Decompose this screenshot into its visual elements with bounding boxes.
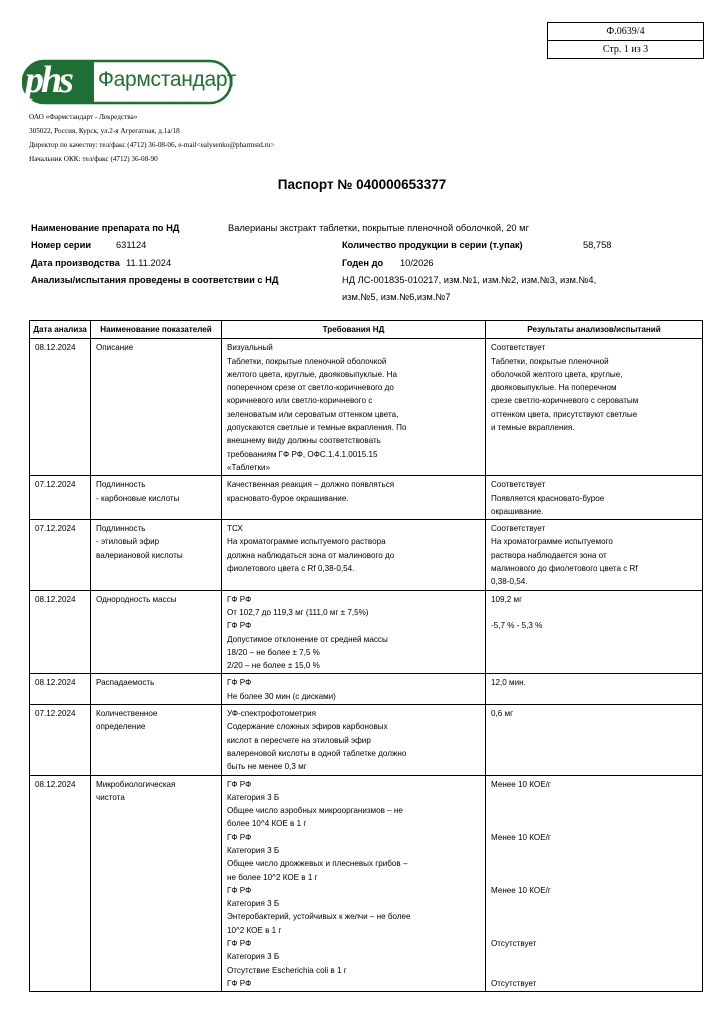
expiry-label: Годен до	[342, 258, 384, 268]
cell-requirements-line: зеленоватым или сероватым оттенком цвета,	[227, 409, 399, 419]
cell-requirements-line: Допустимое отклонение от средней массы	[227, 634, 388, 644]
cell-requirements-line: Категория 3 Б	[227, 845, 280, 855]
cell-indicator	[91, 476, 222, 520]
cell-requirements-line: 10^2 КОЕ в 1 г	[227, 925, 282, 935]
cell-requirements-line: ГФ РФ	[227, 832, 252, 842]
cell-results-line: Появляется красновато-бурое	[491, 493, 605, 503]
cell-results-line	[491, 924, 698, 937]
cell-requirements-line: Отсутствие Escherichia coli в 1 г	[227, 965, 347, 975]
series-label: Номер серии	[31, 240, 92, 250]
cell-date: 07.12.2024	[30, 476, 91, 520]
cell-indicator-line: - этиловый эфир	[96, 537, 160, 547]
cell-requirements-line: ГФ РФ	[227, 779, 252, 789]
cell-indicator-line: валериановой кислоты	[96, 550, 183, 560]
cell-date: 08.12.2024	[30, 339, 91, 476]
cell-results-line: малинового до фиолетового цвета с Rf	[491, 564, 638, 574]
drug-value: Валерианы экстракт таблетки, покрытые пленочной оболочкой, 20 мг	[228, 223, 529, 233]
cell-indicator	[91, 590, 222, 674]
cell-requirements-line: допускаются светлые и темные вкрапления. По	[227, 423, 407, 433]
quantity-label: Количество продукции в серии (т.упак)	[342, 240, 523, 250]
cell-results-line: Менее 10 КОЕ/г	[491, 832, 551, 842]
cell-requirements-line: ГФ РФ	[227, 978, 252, 988]
quantity-value: 58,758	[583, 240, 612, 250]
cell-indicator	[91, 674, 222, 705]
cell-results	[486, 590, 703, 674]
cell-requirements-line: УФ-спектрофотометрия	[227, 709, 317, 719]
cell-results-line	[491, 910, 698, 923]
company-info	[29, 110, 275, 166]
cell-requirements-line: Качественная реакция – должно появляться	[227, 480, 395, 490]
cell-results-line: двояковыпуклые. На поперечном	[491, 383, 617, 393]
company-line: Начальник ОКК: тел/факс (4712) 36-08-90	[29, 155, 158, 163]
cell-date: 08.12.2024	[30, 674, 91, 705]
cell-date: 08.12.2024	[30, 590, 91, 674]
cell-results-line	[491, 606, 698, 619]
cell-requirements	[222, 775, 486, 992]
cell-indicator-line: чистота	[96, 792, 125, 802]
cell-indicator	[91, 775, 222, 992]
cell-requirements-line: «Таблетки»	[227, 462, 271, 472]
cell-date: 07.12.2024	[30, 520, 91, 590]
cell-requirements-line: ГФ РФ	[227, 594, 252, 604]
cell-requirements-line: красновато-бурое окрашивание.	[227, 493, 349, 503]
cell-indicator-line: Распадаемость	[96, 678, 155, 688]
cell-results-line: На хроматограмме испытуемого	[491, 537, 613, 547]
cell-requirements-line: не более 10^2 КОЕ в 1 г	[227, 872, 318, 882]
cell-requirements-line: ГФ РФ	[227, 678, 252, 688]
cell-results-line: Менее 10 КОЕ/г	[491, 779, 551, 789]
cell-results	[486, 339, 703, 476]
cell-requirements-line: кислот в пересчете на этиловый эфир	[227, 735, 371, 745]
cell-results-line	[491, 964, 698, 977]
document-title: Паспорт № 040000653377	[277, 177, 447, 192]
cell-results-line	[491, 871, 698, 884]
cell-indicator	[91, 520, 222, 590]
cell-requirements-line: должна наблюдаться зона от малинового до	[227, 550, 395, 560]
cell-results-line: Таблетки, покрытые пленочной	[491, 356, 609, 366]
cell-requirements-line: Содержание сложных эфиров карбоновых	[227, 722, 388, 732]
table-row	[30, 520, 703, 590]
cell-results	[486, 476, 703, 520]
company-line: 305022, Россия, Курск, ул.2-я Агрегатная, д.1а/18	[29, 127, 180, 135]
cell-requirements-line: внешнему виду должны соответствовать	[227, 436, 381, 446]
cell-results-line	[491, 817, 698, 830]
cell-requirements-line: 2/20 – не более ± 15,0 %	[227, 661, 320, 671]
tests-value-line1: НД ЛС-001835-010217, изм.№1, изм.№2, изм.№3, изм.№4,	[342, 275, 597, 285]
cell-requirements	[222, 339, 486, 476]
drug-label: Наименование препарата по НД	[31, 223, 180, 233]
cell-results-line: Менее 10 КОЕ/г	[491, 885, 551, 895]
header-results: Результаты анализов/испытаний	[486, 321, 703, 339]
tests-value-line2: изм.№5, изм.№6,изм.№7	[342, 292, 451, 302]
cell-results-line: окрашивание.	[491, 506, 544, 516]
table-row	[30, 476, 703, 520]
cell-results-line: Соответствует	[491, 343, 546, 353]
form-code-box	[547, 22, 704, 59]
cell-results-line: оттенком цвета, присутствуют светлые	[491, 409, 638, 419]
cell-requirements-line: От 102,7 до 119,3 мг (111,0 мг ± 7,5%)	[227, 607, 369, 617]
cell-requirements-line: требованиям ГФ РФ, ОФС.1.4.1.0015.15	[227, 449, 378, 459]
cell-requirements-line: коричневого или светло-коричневого с	[227, 396, 373, 406]
cell-requirements-line: Категория 3 Б	[227, 952, 280, 962]
cell-date: 08.12.2024	[30, 775, 91, 992]
cell-indicator-line: - карбоновые кислоты	[96, 493, 180, 503]
cell-requirements-line: Общее число аэробных микроорганизмов – не	[227, 806, 403, 816]
cell-requirements-line: желтого цвета, круглые, двояковыпуклые. На	[227, 369, 398, 379]
cell-results	[486, 520, 703, 590]
cell-results-line: оболочкой желтого цвета, круглые,	[491, 369, 623, 379]
cell-requirements-line: Общее число дрожжевых и плесневых грибов –	[227, 859, 408, 869]
table-row	[30, 339, 703, 476]
header-requirements: Требования НД	[222, 321, 486, 339]
cell-indicator-line: Описание	[96, 343, 134, 353]
cell-results-line: и темные вкрапления.	[491, 423, 575, 433]
cell-requirements-line: ГФ РФ	[227, 939, 252, 949]
cell-requirements-line: Не более 30 мин (с дисками)	[227, 691, 336, 701]
table-header-row	[30, 321, 703, 339]
cell-requirements-line: Визуальный	[227, 343, 273, 353]
cell-results-line: 0,38-0,54.	[491, 577, 528, 587]
header-date: Дата анализа	[30, 321, 91, 339]
cell-results-line	[491, 844, 698, 857]
cell-results-line: 109,2 мг	[491, 594, 523, 604]
cell-results-line	[491, 950, 698, 963]
results-table	[29, 320, 703, 992]
cell-requirements	[222, 476, 486, 520]
company-line: Директор по качеству: тел/факс (4712) 36-08-06, e-mail<ealysenko@pharmstd.ru>	[29, 141, 275, 149]
cell-indicator	[91, 705, 222, 775]
cell-results-line: 12,0 мин.	[491, 678, 526, 688]
cell-indicator-line: Однородность массы	[96, 594, 177, 604]
cell-requirements-line: Категория 3 Б	[227, 792, 280, 802]
table-row	[30, 674, 703, 705]
table-row	[30, 590, 703, 674]
cell-indicator-line: определение	[96, 722, 146, 732]
cell-indicator-line: Подлинность	[96, 480, 146, 490]
cell-results-line: Отсутствует	[491, 939, 537, 949]
cell-indicator-line: Микробиологическая	[96, 779, 176, 789]
cell-indicator-line: Подлинность	[96, 524, 146, 534]
cell-indicator-line: Количественное	[96, 709, 158, 719]
company-line: ОАО «Фармстандарт - Лекредства»	[29, 113, 138, 121]
cell-date: 07.12.2024	[30, 705, 91, 775]
cell-requirements-line: более 10^4 КОЕ в 1 г	[227, 819, 307, 829]
cell-results-line	[491, 897, 698, 910]
cell-requirements-line: быть не менее 0,3 мг	[227, 762, 307, 772]
tests-label: Анализы/испытания проведены в соответствии с НД	[31, 275, 279, 285]
cell-results-line	[491, 804, 698, 817]
production-date-value: 11.11.2024	[126, 258, 172, 268]
cell-requirements-line: ГФ РФ	[227, 885, 252, 895]
cell-requirements-line: поперечном срезе от светло-коричневого до	[227, 383, 394, 393]
cell-requirements	[222, 590, 486, 674]
cell-results-line: Соответствует	[491, 480, 546, 490]
table-row	[30, 775, 703, 992]
logo-mark: phs	[25, 59, 71, 101]
cell-indicator	[91, 339, 222, 476]
cell-requirements-line: Таблетки, покрытые пленочной оболочкой	[227, 356, 387, 366]
cell-requirements-line: Энтеробактерий, устойчивых к желчи – не более	[227, 912, 411, 922]
company-logo	[22, 58, 237, 106]
cell-requirements-line: На хроматограмме испытуемого раствора	[227, 537, 386, 547]
cell-requirements-line: ТСХ	[227, 524, 243, 534]
page-number: Стр. 1 из 3	[548, 40, 703, 58]
cell-results-line: 0,6 мг	[491, 709, 514, 719]
cell-results	[486, 705, 703, 775]
cell-results-line	[491, 857, 698, 870]
logo-name: Фармстандарт	[98, 68, 237, 91]
cell-requirements-line: 18/20 – не более ± 7,5 %	[227, 647, 320, 657]
series-value: 631124	[116, 240, 147, 250]
table-row	[30, 705, 703, 775]
cell-results-line	[491, 791, 698, 804]
cell-requirements	[222, 674, 486, 705]
cell-results-line: срезе светло-коричневого с сероватым	[491, 396, 639, 406]
expiry-value: 10/2026	[400, 258, 434, 268]
cell-requirements-line: фиолетового цвета с Rf 0,38-0,54.	[227, 564, 355, 574]
header-name: Наименование показателей	[91, 321, 222, 339]
cell-requirements-line: валереновой кислоты в одной таблетке должно	[227, 748, 407, 758]
cell-results	[486, 775, 703, 992]
cell-requirements	[222, 520, 486, 590]
production-date-label: Дата производства	[31, 258, 120, 268]
cell-requirements-line: ГФ РФ	[227, 621, 252, 631]
cell-results-line: раствора наблюдается зона от	[491, 550, 607, 560]
form-code: Ф.0639/4	[606, 26, 645, 37]
cell-results-line: Соответствует	[491, 524, 546, 534]
cell-results-line: Отсутствует	[491, 978, 537, 988]
cell-results	[486, 674, 703, 705]
cell-results-line: -5,7 % - 5,3 %	[491, 621, 543, 631]
cell-requirements	[222, 705, 486, 775]
cell-requirements-line: Категория 3 Б	[227, 899, 280, 909]
